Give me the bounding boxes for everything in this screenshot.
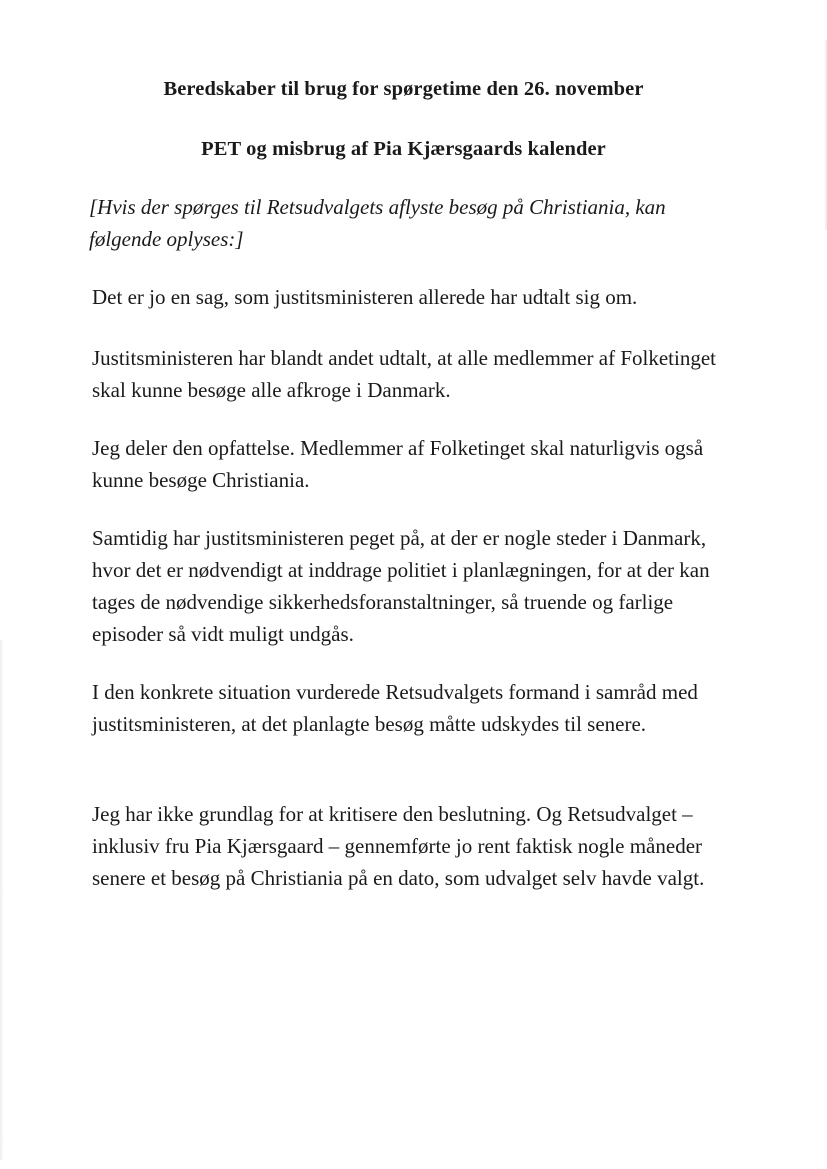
paragraph-4: Samtidig har justitsministeren peget på, at der er nogle steder i Danmark, hvor det er nødvendigt at inddrage politiet i planlægningen, for at der kan tages de nødvendige sikkerhedsforanstaltninger, så truende og farlige episoder så vidt muligt undgås. [92, 526, 710, 646]
document-subheading: PET og misbrug af Pia Kjærsgaards kalender [201, 138, 606, 160]
scan-edge-shadow-left [0, 640, 4, 1160]
paragraph-6: Jeg har ikke grundlag for at kritisere den beslutning. Og Retsudvalget – inklusiv fru Pia Kjærsgaard – gennemførte jo rent faktisk nogle måneder senere et besøg på Christiania på en dato, som udvalget selv havde valgt. [92, 802, 705, 890]
document-heading: Beredskaber til brug for spørgetime den 26. november [163, 78, 644, 100]
paragraph-1: Det er jo en sag, som justitsministeren allerede har udtalt sig om. [92, 285, 638, 309]
paragraph-2: Justitsministeren har blandt andet udtalt, at alle medlemmer af Folketinget skal kunne besøge alle afkroge i Danmark. [92, 346, 717, 402]
paragraph-5: I den konkrete situation vurderede Retsudvalgets formand i samråd med justitsministeren, at det planlagte besøg måtte udskydes til senere. [92, 680, 698, 736]
paragraph-3: Jeg deler den opfattelse. Medlemmer af Folketinget skal naturligvis også kunne besøge Christiania. [92, 436, 704, 492]
intro-note: [Hvis der spørges til Retsudvalgets aflyste besøg på Christiania, kan følgende oplyses:] [89, 195, 666, 251]
